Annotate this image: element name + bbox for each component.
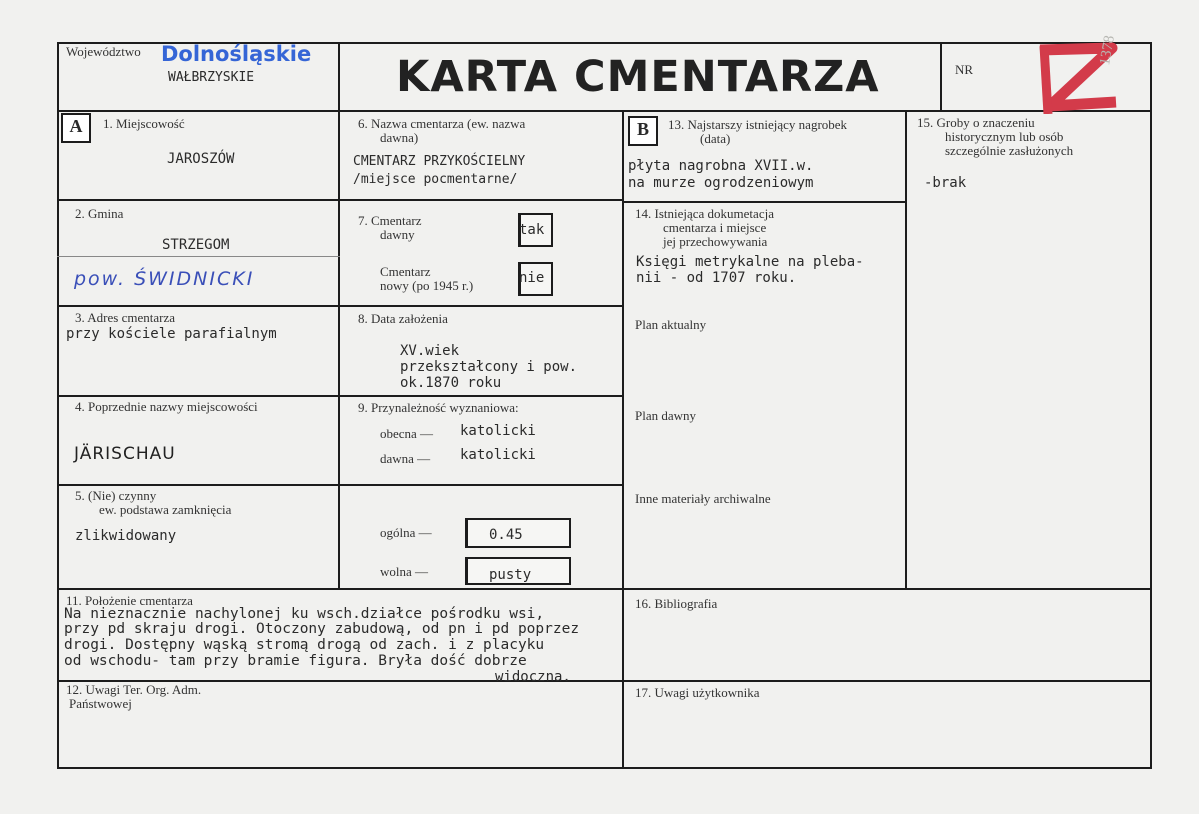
- f11-line-3: drogi. Dostępny wąską stromą drogą od zach. i z placyku: [64, 637, 545, 653]
- f6-label-1: 6. Nazwa cmentarza (ew. nazwa: [358, 116, 526, 131]
- f7-old-value: tak: [519, 222, 545, 238]
- f10-total-label: ogólna —: [380, 525, 432, 540]
- f7-new-value: nie: [519, 270, 545, 286]
- f9-current-value: katolicki: [460, 423, 536, 439]
- section-a-box: A: [61, 113, 91, 143]
- f13-value-1: płyta nagrobna XVII.w.: [628, 158, 814, 174]
- f9-label: 9. Przynależność wyznaniowa:: [358, 400, 519, 415]
- row-line-2a: [57, 305, 624, 307]
- f11-label: 11. Położenie cmentarza: [66, 593, 193, 608]
- f9-former-value: katolicki: [460, 447, 536, 463]
- f10-free-label: wolna —: [380, 564, 429, 579]
- f8-label: 8. Data założenia: [358, 311, 448, 326]
- row-line-b13: [622, 201, 907, 203]
- f5-label-2: ew. podstawa zamknięcia: [99, 502, 232, 517]
- f2-label: 2. Gmina: [75, 206, 124, 221]
- f11-line-4: od wschodu- tam przy bramie figura. Bryła dość dobrze: [64, 653, 527, 669]
- row-line-4: [57, 484, 624, 486]
- other-archives-label: Inne materiały archiwalne: [635, 491, 771, 506]
- f15-label-2: historycznym lub osób: [945, 129, 1064, 144]
- plan-old-label: Plan dawny: [635, 408, 697, 423]
- f7-old-label-2: dawny: [380, 227, 415, 242]
- f11-line-1: Na nieznacznie nachylonej ku wsch.działce pośrodku wsi,: [64, 606, 545, 622]
- frame-right-line: [1150, 42, 1152, 769]
- f10-total-value: 0.45: [489, 527, 523, 543]
- gmina-underline: [57, 256, 340, 257]
- f8-value-2: przekształcony i pow.: [400, 359, 578, 375]
- f2-value: STRZEGOM: [162, 237, 230, 253]
- f15-label-3: szczególnie zasłużonych: [945, 143, 1074, 158]
- row-line-3a: [57, 395, 624, 397]
- f14-value-2: nii - od 1707 roku.: [636, 270, 797, 286]
- f6-value-1: CMENTARZ PRZYKOŚCIELNY: [353, 154, 526, 169]
- f10-free-value: pusty: [489, 567, 532, 583]
- f13-value-2: na murze ogrodzeniowym: [628, 175, 814, 191]
- region-sub: WAŁBRZYSKIE: [168, 70, 255, 85]
- f14-label-3: jej przechowywania: [663, 234, 768, 249]
- f5-value: zlikwidowany: [75, 528, 177, 544]
- f14-label-1: 14. Istniejąca dokumetacja: [635, 206, 774, 221]
- f6-value-2: /miejsce pocmentarne/: [353, 172, 518, 187]
- f9-current-label: obecna —: [380, 426, 434, 441]
- f13-label-2: (data): [700, 131, 731, 146]
- f7-old-label-1: 7. Cmentarz: [358, 213, 422, 228]
- f4-label: 4. Poprzednie nazwy miejscowości: [75, 399, 258, 414]
- f11-line-5: widoczna.: [495, 669, 571, 685]
- col2-divider: [622, 110, 624, 767]
- plan-current-label: Plan aktualny: [635, 317, 707, 332]
- f7-new-label-2: nowy (po 1945 r.): [380, 278, 474, 293]
- f9-former-label: dawna —: [380, 451, 431, 466]
- f15-value: -brak: [924, 175, 967, 191]
- f1-label: 1. Miejscowość: [103, 116, 185, 131]
- row-line-6: [57, 680, 1152, 682]
- nr-label: NR: [955, 62, 974, 77]
- f6-label-2: dawna): [380, 130, 419, 145]
- f14-label-2: cmentarza i miejsce: [663, 220, 767, 235]
- row-line-1: [57, 199, 624, 201]
- header-bottom-line: [57, 110, 1152, 112]
- card-title: KARTA CMENTARZA: [396, 52, 880, 102]
- f1-value: JAROSZÓW: [167, 151, 235, 167]
- f14-value-1: Księgi metrykalne na pleba-: [636, 254, 864, 270]
- col1-divider: [338, 110, 340, 590]
- row-line-5: [57, 588, 1152, 590]
- col3-divider: [905, 110, 907, 590]
- f2-handwritten-district: pow. ŚWIDNICKI: [74, 268, 255, 290]
- f8-value-1: XV.wiek: [400, 343, 460, 359]
- section-b-box: B: [628, 116, 658, 146]
- f13-label-1: 13. Najstarszy istniejący nagrobek: [668, 117, 848, 132]
- f5-label-1: 5. (Nie) czynny: [75, 488, 157, 503]
- f15-label-1: 15. Groby o znaczeniu: [917, 115, 1035, 130]
- f12-label-1: 12. Uwagi Ter. Org. Adm.: [66, 682, 202, 697]
- header-right-divider: [940, 42, 942, 112]
- f12-label-2: Państwowej: [69, 696, 132, 711]
- region-label: Województwo: [66, 44, 141, 59]
- f3-label: 3. Adres cmentarza: [75, 310, 175, 325]
- f4-handwritten-old-name: JÄRISCHAU: [74, 444, 176, 464]
- f3-value: przy kościele parafialnym: [66, 326, 277, 342]
- header-left-divider: [338, 42, 340, 112]
- nr-faint-number: 1378: [1097, 34, 1118, 67]
- frame-left-line: [57, 42, 59, 767]
- region-stamp: Dolnośląskie: [161, 42, 312, 66]
- f11-line-2: przy pd skraju drogi. Otoczony zabudową, od pn i pd poprzez: [64, 621, 580, 637]
- f7-new-label-1: Cmentarz: [380, 264, 431, 279]
- f17-label: 17. Uwagi użytkownika: [635, 685, 760, 700]
- f8-value-3: ok.1870 roku: [400, 375, 502, 391]
- frame-bottom-line: [57, 767, 1152, 769]
- f16-label: 16. Bibliografia: [635, 596, 718, 611]
